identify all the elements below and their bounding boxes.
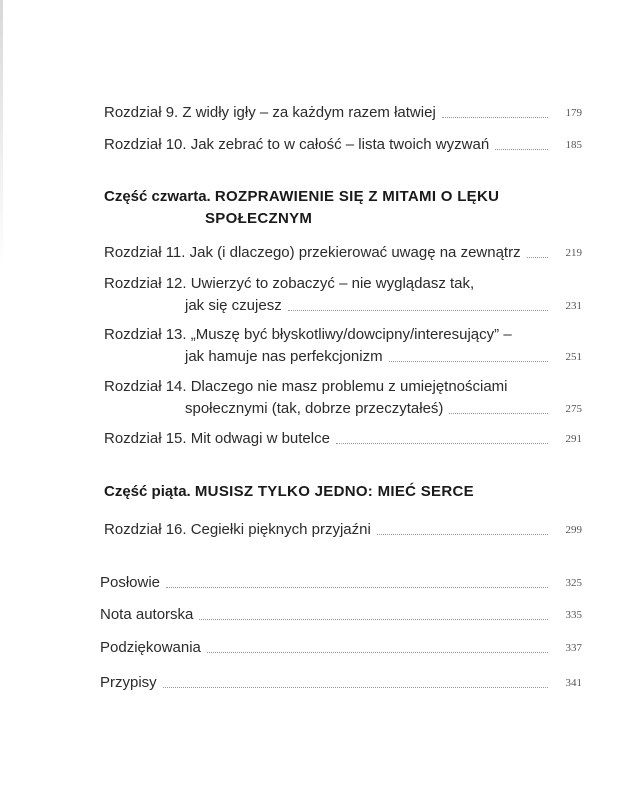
toc-entry-acknowledgements — [100, 637, 582, 659]
toc-entry-title: Rozdział 9. Z widły igły – za każdym razem łatwiej — [104, 104, 436, 121]
toc-entry-chapter-15 — [104, 428, 582, 450]
dot-leader — [207, 651, 548, 653]
dot-leader — [442, 116, 548, 118]
toc-entry-chapter-11 — [104, 242, 582, 264]
toc-entry-title: Podziękowania — [100, 639, 201, 656]
toc-page-number: 231 — [565, 300, 582, 312]
part-heading-5 — [104, 481, 574, 503]
toc-entry-notes — [100, 672, 582, 694]
toc-entry-title: Nota autorska — [100, 606, 194, 623]
toc-entry-title: Rozdział 16. Cegiełki pięknych przyjaźni — [104, 521, 371, 538]
toc-entry-authors-note — [100, 604, 582, 626]
toc-entry-chapter-12 — [104, 273, 582, 317]
toc-page-number: 335 — [565, 609, 582, 621]
toc-page-number: 179 — [565, 107, 582, 119]
dot-leader — [527, 256, 548, 258]
toc-page-number: 275 — [565, 403, 582, 415]
part-prefix: Część czwarta. — [104, 188, 211, 205]
toc-entry-title-line-1: Rozdział 14. Dlaczego nie masz problemu z umiejętnościami — [104, 378, 508, 395]
dot-leader — [166, 586, 548, 588]
toc-entry-chapter-10 — [104, 134, 582, 156]
toc-entry-title-line-1: Rozdział 12. Uwierzyć to zobaczyć – nie wyglądasz tak, — [104, 275, 475, 292]
toc-page-number: 341 — [565, 677, 582, 689]
toc-entry-title-line-2: społecznymi (tak, dobrze przeczytałeś) — [185, 400, 444, 417]
toc-entry-chapter-13 — [104, 324, 582, 368]
toc-entry-title: Rozdział 11. Jak (i dlaczego) przekierować uwagę na zewnątrz — [104, 244, 521, 261]
toc-page-number: 299 — [565, 524, 582, 536]
dot-leader — [163, 686, 548, 688]
toc-entry-title: Posłowie — [100, 574, 161, 591]
page-edge-shadow — [0, 0, 3, 270]
toc-page-number: 291 — [565, 433, 582, 445]
dot-leader — [336, 442, 548, 444]
dot-leader — [377, 533, 548, 535]
part-title-line-2: SPOŁECZNYM — [205, 210, 313, 227]
toc-page-number: 219 — [565, 247, 582, 259]
dot-leader — [288, 309, 548, 311]
dot-leader — [199, 618, 548, 620]
toc-page-number: 325 — [565, 577, 582, 589]
dot-leader — [495, 148, 548, 150]
toc-entry-title: Rozdział 15. Mit odwagi w butelce — [104, 430, 330, 447]
part-title: MUSISZ TYLKO JEDNO: MIEĆ SERCE — [194, 483, 474, 500]
dot-leader — [389, 360, 548, 362]
toc-page-number: 337 — [565, 642, 582, 654]
toc-entry-chapter-14 — [104, 376, 582, 420]
toc-entry-title: Przypisy — [100, 674, 157, 691]
toc-entry-afterword — [100, 572, 582, 594]
toc-entry-title-line-2: jak się czujesz — [185, 297, 282, 314]
dot-leader — [449, 412, 548, 414]
part-heading-4 — [104, 186, 574, 230]
part-title-line-1: ROZPRAWIENIE SIĘ Z MITAMI O LĘKU — [214, 188, 500, 205]
toc-entry-title: Rozdział 10. Jak zebrać to w całość – lista twoich wyzwań — [104, 136, 490, 153]
toc-entry-title-line-1: Rozdział 13. „Muszę być błyskotliwy/dowcipny/interesujący” – — [104, 326, 512, 343]
toc-page-number: 185 — [565, 139, 582, 151]
toc-entry-chapter-16 — [104, 519, 582, 541]
toc-page-number: 251 — [565, 351, 582, 363]
toc-entry-title-line-2: jak hamuje nas perfekcjonizm — [185, 348, 383, 365]
toc-entry-chapter-9 — [104, 102, 582, 124]
part-prefix: Część piąta. — [104, 483, 191, 500]
